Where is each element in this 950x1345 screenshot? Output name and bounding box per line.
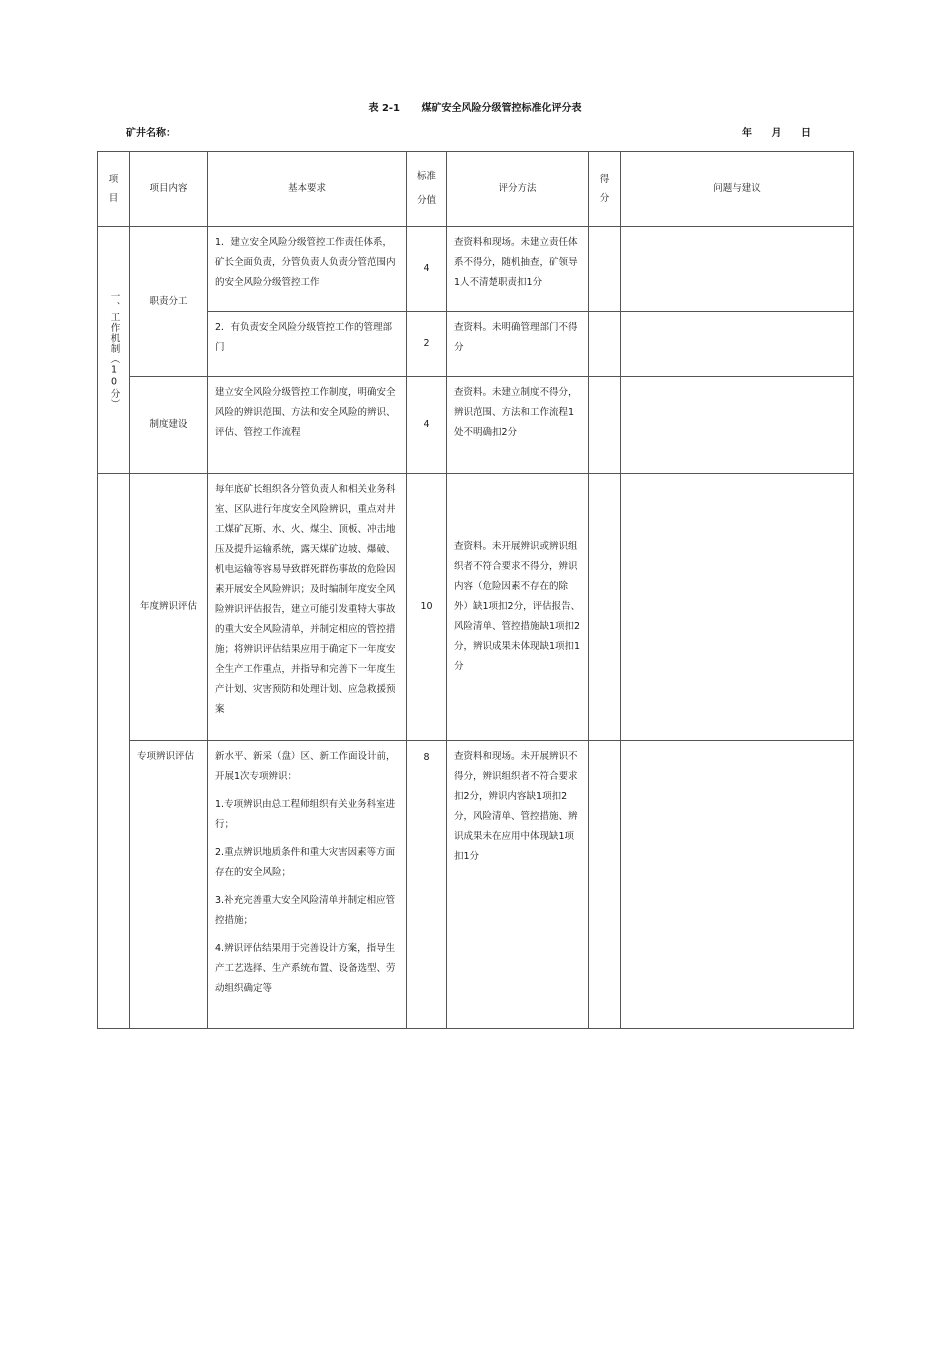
- content-cell: 专项辨识评估: [130, 741, 208, 1029]
- suggestion-input-cell[interactable]: [621, 312, 854, 377]
- requirement-para: 3.补充完善重大安全风险清单并制定相应管控措施；: [215, 895, 396, 926]
- requirement-cell: [208, 741, 407, 1029]
- col-content: 项目内容: [130, 152, 208, 227]
- requirement-para: 1.专项辨识由总工程师组织有关业务科室进行；: [215, 799, 396, 830]
- suggestion-input-cell[interactable]: [621, 474, 854, 741]
- suggestion-input-cell[interactable]: [621, 377, 854, 474]
- mine-name-label: 矿井名称：: [126, 128, 176, 139]
- col-requirement: 基本要求: [208, 152, 407, 227]
- requirement-cell: 建立安全风险分级管控工作制度，明确安全风险的辨识范围、方法和安全风险的辨识、评估、管控工作流程: [208, 377, 407, 474]
- method-cell: 查资料。未开展辨识或辨识组织者不符合要求不得分，辨识内容（危险因素不存在的除外）缺1项扣2分，评估报告、风险清单、管控措施缺1项扣2分，辨识成果未体现缺1项扣1分: [447, 474, 589, 741]
- score-input-cell[interactable]: [589, 474, 621, 741]
- date-year: 年: [742, 128, 752, 139]
- table-row: [98, 474, 854, 741]
- table-row: [98, 377, 854, 474]
- requirement-para: 新水平、新采（盘）区、新工作面设计前，开展1次专项辨识：: [215, 751, 396, 782]
- col-method: 评分方法: [447, 152, 589, 227]
- score-input-cell[interactable]: [589, 741, 621, 1029]
- requirement-cell: 1．建立安全风险分级管控工作责任体系，矿长全面负责，分管负责人负责分管范围内的安全风险分级管控工作: [208, 227, 407, 312]
- col-score: 得分: [589, 152, 621, 227]
- table-name: 煤矿安全风险分级管控标准化评分表: [421, 103, 582, 114]
- table-number: 表 2-1: [368, 103, 401, 114]
- section-label: [98, 474, 130, 1029]
- score-input-cell[interactable]: [589, 312, 621, 377]
- method-cell: 查资料和现场。未建立责任体系不得分，随机抽查，矿领导1人不清楚职责扣1分: [447, 227, 589, 312]
- score-input-cell[interactable]: [589, 377, 621, 474]
- suggestion-input-cell[interactable]: [621, 227, 854, 312]
- content-cell: 制度建设: [130, 377, 208, 474]
- standard-score-cell: 4: [407, 377, 447, 474]
- suggestion-input-cell[interactable]: [621, 741, 854, 1029]
- date-day: 日: [800, 128, 811, 139]
- col-suggestion: 问题与建议: [621, 152, 854, 227]
- method-cell: 查资料和现场。未开展辨识不得分，辨识组织者不符合要求扣2分，辨识内容缺1项扣2分，风险清单、管控措施、辨识成果未在应用中体现缺1项扣1分: [447, 741, 589, 1029]
- content-cell: 职责分工: [130, 227, 208, 377]
- section-label: 一、工作机制（10分）: [98, 227, 130, 474]
- content-cell: 年度辨识评估: [130, 474, 208, 741]
- date-month: 月: [771, 128, 782, 139]
- scoring-table: [97, 151, 854, 1029]
- header-row: [98, 152, 854, 227]
- score-input-cell[interactable]: [589, 227, 621, 312]
- col-item: 项目: [98, 152, 130, 227]
- table-row: [98, 227, 854, 312]
- table-title: [0, 99, 950, 114]
- table-row: [98, 741, 854, 1029]
- requirement-para: 4.辨识评估结果用于完善设计方案，指导生产工艺选择、生产系统布置、设备选型、劳动组织确定等: [215, 943, 396, 994]
- method-cell: 查资料。未建立制度不得分，辨识范围、方法和工作流程1处不明确扣2分: [447, 377, 589, 474]
- standard-score-cell: 10: [407, 474, 447, 741]
- requirement-cell: 2．有负责安全风险分级管控工作的管理部门: [208, 312, 407, 377]
- method-cell: 查资料。未明确管理部门不得分: [447, 312, 589, 377]
- standard-score-cell: 8: [407, 741, 447, 1029]
- col-standard-score: 标准分值: [407, 152, 447, 227]
- requirement-cell: 每年底矿长组织各分管负责人和相关业务科室、区队进行年度安全风险辨识，重点对井工煤矿瓦斯、水、火、煤尘、顶板、冲击地压及提升运输系统，露天煤矿边坡、爆破、机电运输等容易导致群死群伤事故的危险因素开展安全风险辨识；及时编制年度安全风险辨识评估报告，建立可能引发重特大事故的重大安全风险清单，并制定相应的管控措施；将辨识评估结果应用于确定下一年度安全生产工作重点，并指导和完善下一年度生产计划、灾害预防和处理计划、应急救援预案: [208, 474, 407, 741]
- standard-score-cell: 4: [407, 227, 447, 312]
- standard-score-cell: 2: [407, 312, 447, 377]
- requirement-para: 2.重点辨识地质条件和重大灾害因素等方面存在的安全风险；: [215, 847, 396, 878]
- date-fields: [742, 124, 827, 139]
- table-row: [98, 312, 854, 377]
